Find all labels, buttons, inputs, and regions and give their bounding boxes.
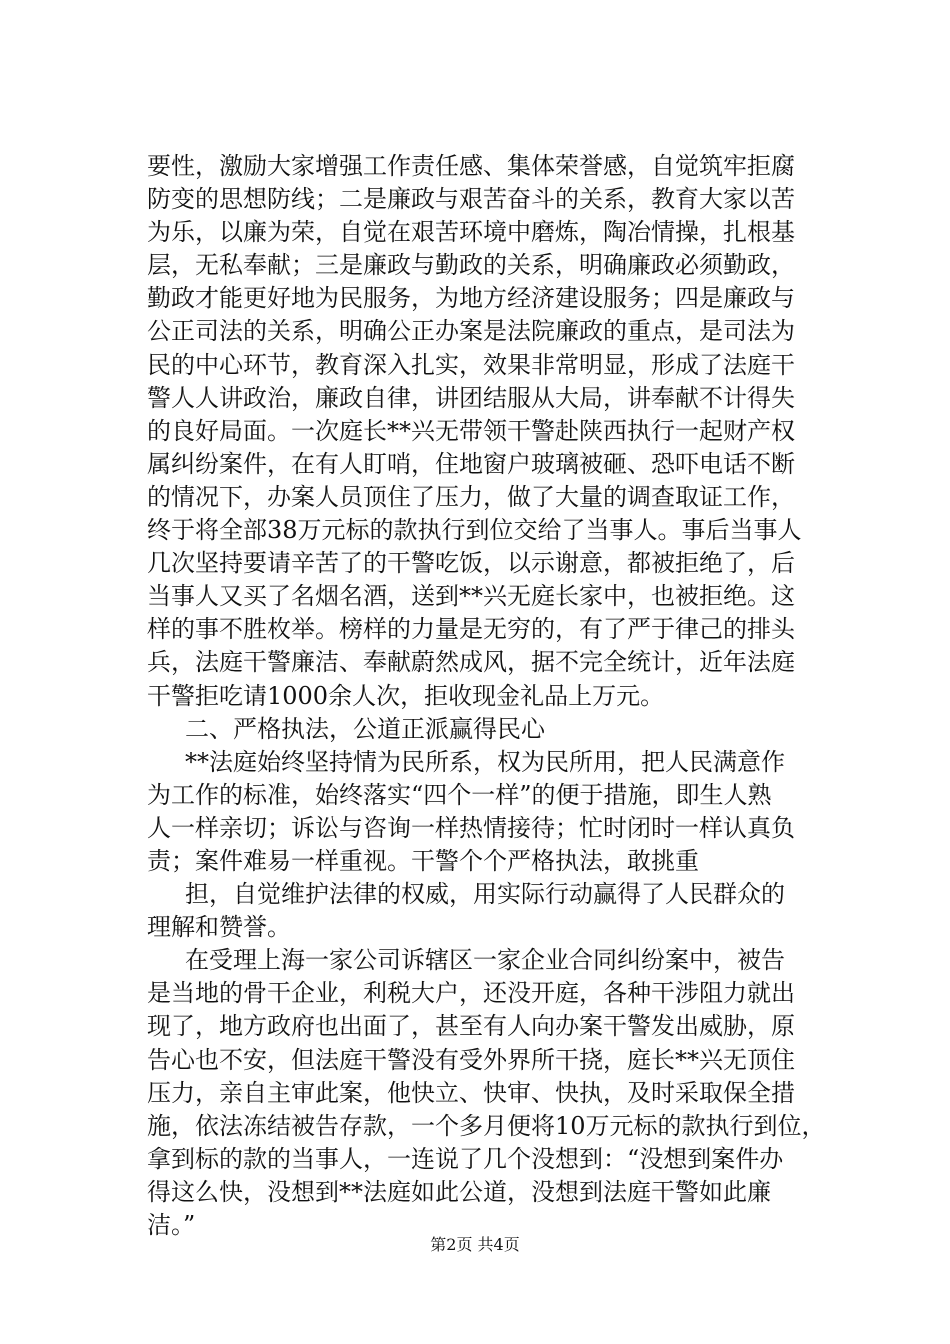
text-line: 为工作的标准，始终落实“四个一样”的便于措施，即生人熟 xyxy=(147,780,772,809)
text-line: 勤政才能更好地为民服务，为地方经济建设服务；四是廉政与 xyxy=(147,284,795,313)
text-line: 警人人讲政治，廉政自律，讲团结服从大局，讲奉献不计得失 xyxy=(147,383,795,412)
text-line: **法庭始终坚持情为民所系，权为民所用，把人民满意作 xyxy=(185,747,785,776)
text-line: 的情况下，办案人员顶住了压力，做了大量的调查取证工作， xyxy=(147,482,795,511)
text-line: 现了，地方政府也出面了，甚至有人向办案干警发出威胁，原 xyxy=(147,1012,795,1041)
text-line: 公正司法的关系，明确公正办案是法院廉政的重点，是司法为 xyxy=(147,317,795,346)
text-line: 当事人又买了名烟名酒，送到**兴无庭长家中，也被拒绝。这 xyxy=(147,582,795,611)
text-line: 样的事不胜枚举。榜样的力量是无穷的，有了严于律己的排头 xyxy=(147,615,795,644)
text-line: 属纠纷案件，在有人盯哨，住地窗户玻璃被砸、恐吓电话不断 xyxy=(147,449,795,478)
document-body xyxy=(147,150,837,1242)
text-line: 得这么快，没想到**法庭如此公道，没想到法庭干警如此廉 xyxy=(147,1177,771,1206)
text-line: 洁。” xyxy=(147,1211,196,1239)
text-line: 终于将全部38万元标的款执行到位交给了当事人。事后当事人 xyxy=(147,516,802,545)
text-line: 民的中心环节，教育深入扎实，效果非常明显，形成了法庭干 xyxy=(147,350,795,379)
text-line: 人一样亲切；诉讼与咨询一样热情接待；忙时闭时一样认真负 xyxy=(147,813,795,842)
text-line: 责；案件难易一样重视。干警个个严格执法，敢挑重 xyxy=(147,846,699,875)
text-line: 防变的思想防线；二是廉政与艰苦奋斗的关系，教育大家以苦 xyxy=(147,185,795,214)
text-line: 理解和赞誉。 xyxy=(147,913,291,942)
text-line: 在受理上海一家公司诉辖区一家企业合同纠纷案中，被告 xyxy=(185,946,785,975)
text-line: 为乐，以廉为荣，自觉在艰苦环境中磨炼，陶冶情操，扎根基 xyxy=(147,218,795,247)
text-line: 干警拒吃请1000余人次，拒收现金礼品上万元。 xyxy=(147,681,665,710)
text-line: 兵，法庭干警廉洁、奉献蔚然成风，据不完全统计，近年法庭 xyxy=(147,648,795,677)
text-line: 施，依法冻结被告存款，一个多月便将10万元标的款执行到位， xyxy=(147,1111,826,1140)
text-line: 层，无私奉献；三是廉政与勤政的关系，明确廉政必须勤政， xyxy=(147,251,795,280)
text-line: 要性，激励大家增强工作责任感、集体荣誉感，自觉筑牢拒腐 xyxy=(147,152,795,180)
text-line: 压力，亲自主审此案，他快立、快审、快执，及时采取保全措 xyxy=(147,1078,795,1107)
text-line: 几次坚持要请辛苦了的干警吃饭，以示谢意，都被拒绝了，后 xyxy=(147,549,795,578)
text-line: 拿到标的款的当事人，一连说了几个没想到：“没想到案件办 xyxy=(147,1144,784,1173)
page-number-footer: 第2页 共4页 xyxy=(430,1235,520,1254)
text-line: 担，自觉维护法律的权威，用实际行动赢得了人民群众的 xyxy=(185,880,785,909)
section-heading: 二、严格执法，公道正派赢得民心 xyxy=(185,714,545,743)
text-line: 告心也不安，但法庭干警没有受外界所干挠，庭长**兴无顶住 xyxy=(147,1045,795,1074)
text-line: 的良好局面。一次庭长**兴无带领干警赴陕西执行一起财产权 xyxy=(147,416,795,445)
text-line: 是当地的骨干企业，利税大户，还没开庭，各种干涉阻力就出 xyxy=(147,979,795,1008)
